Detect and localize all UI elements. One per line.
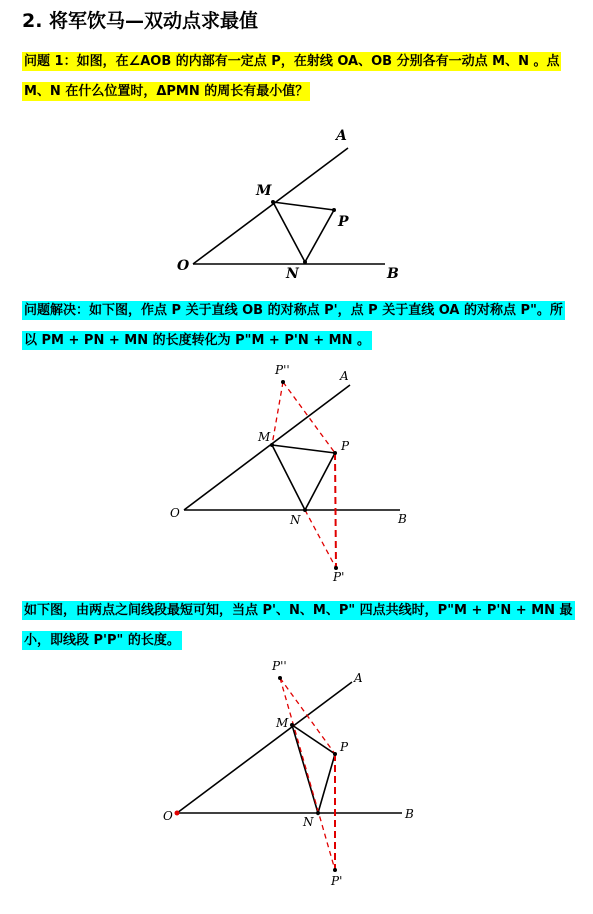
problem-line-1: 问题 1：如图，在∠AOB 的内部有一定点 P，在射线 OA、OB 分别各有一动点 M、N 。点	[24, 54, 560, 69]
label-P: P	[340, 740, 349, 754]
figure-3	[0, 660, 593, 912]
label-P: P	[338, 214, 349, 230]
figure-1	[0, 120, 593, 310]
label-O: O	[177, 258, 190, 274]
conclusion-line-2: 小，即线段 P'P" 的长度。	[24, 633, 180, 648]
label-O: O	[163, 809, 173, 823]
label-P-double-prime: P''	[272, 660, 287, 673]
conclusion-line-1: 如下图，由两点之间线段最短可知，当点 P'、N、M、P" 四点共线时，P"M + P'N + MN 最	[24, 603, 573, 618]
label-M: M	[256, 183, 272, 199]
label-M: M	[258, 430, 271, 444]
figure-2	[0, 360, 593, 590]
label-N: N	[303, 815, 314, 829]
solution-line-1: 问题解决：如下图，作点 P 关于直线 OB 的对称点 P'，点 P 关于直线 OA 的对称点 P"。所	[24, 303, 563, 318]
label-P-prime: P'	[331, 874, 343, 888]
label-A: A	[340, 369, 349, 383]
label-B: B	[398, 512, 407, 526]
label-A: A	[336, 128, 347, 144]
problem-line-2: M、N 在什么位置时，ΔPMN 的周长有最小值？	[24, 84, 309, 99]
label-P-prime: P'	[333, 570, 345, 584]
label-P-double-prime: P''	[275, 363, 290, 377]
label-O: O	[170, 506, 180, 520]
label-B: B	[387, 266, 399, 282]
solution-line-2: 以 PM + PN + MN 的长度转化为 P"M + P'N + MN 。	[24, 333, 371, 348]
label-N: N	[290, 513, 301, 527]
label-N: N	[286, 266, 299, 282]
section-title: 2. 将军饮马—双动点求最值	[22, 10, 259, 32]
label-A: A	[354, 671, 363, 685]
label-P: P	[341, 439, 350, 453]
label-B: B	[405, 807, 414, 821]
label-M: M	[276, 716, 289, 730]
